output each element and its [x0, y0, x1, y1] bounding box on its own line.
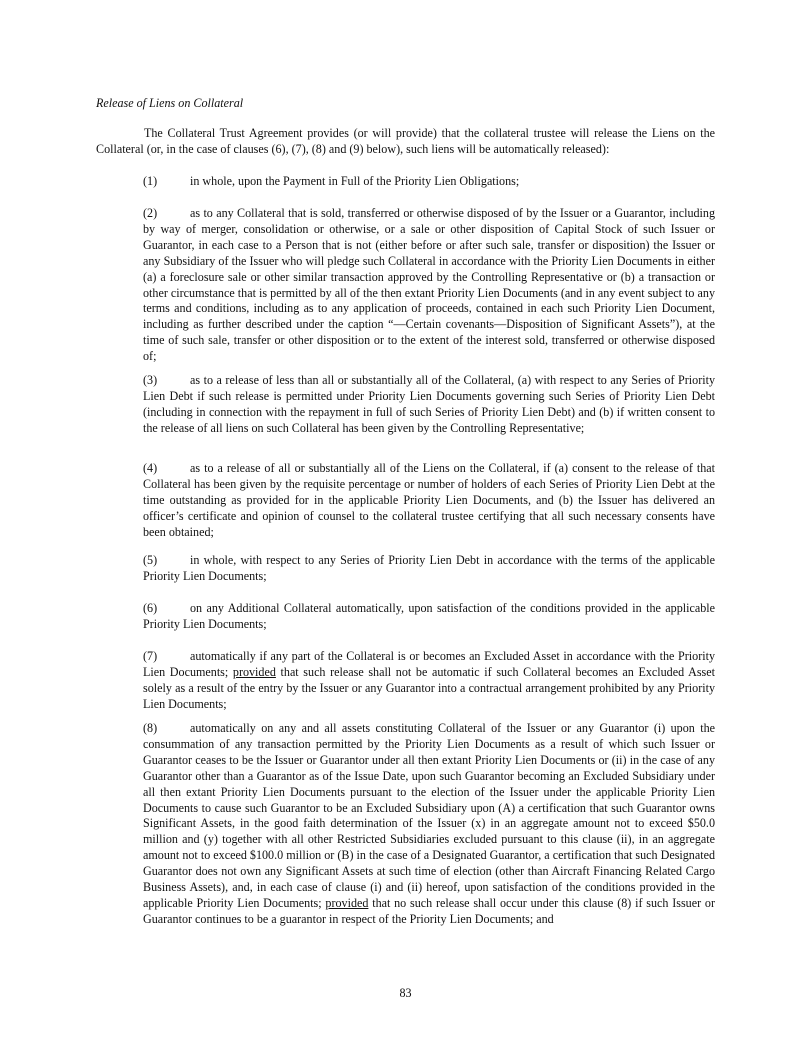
clause-text-b: that such release shall not be automatic if such Collateral becomes an Excluded Asset solely as a result of the entry by the Issuer or any Guarantor into a contractual arrangement prohibited by any Priority Lien Documents; — [143, 664, 715, 711]
clause-text: in whole, with respect to any Series of Priority Lien Debt in accordance with the terms of the applicable Priority Lien Documents; — [143, 553, 715, 583]
page-number: 83 — [399, 986, 412, 1000]
clause-number: (5) — [143, 553, 158, 567]
clause-number: (1) — [143, 174, 158, 188]
clause-number: (8) — [143, 721, 158, 735]
clause-number: (6) — [143, 601, 158, 615]
clause-6 — [143, 601, 715, 633]
clause-4 — [143, 461, 715, 541]
clause-text-a: automatically on any and all assets constituting Collateral of the Issuer or any Guarantor (i) upon the consummation of any transaction permitted by the Priority Lien Documents as a result of which such Issuer or Guarantor ceases to be the Issuer or Guarantor under all then extant Priority Lien Documents or (ii) in the case of any Guarantor other than a Guarantor as of the Issue Date, upon such Guarantor becoming an Excluded Subsidiary under all then extant Priority Lien Documents pursuant to the election of the Issuer under the applicable Priority Lien Documents to cause such Guarantor to be an Excluded Subsidiary upon (A) a certification that such Guarantor owns Significant Assets, in the good faith determination of the Issuer (x) in an aggregate amount not to exceed $50.0 million and (y) together with all other Restricted Subsidiaries excluded pursuant to this clause (ii), in an aggregate amount not to exceed $100.0 million or (B) in the case of a Designated Guarantor, a certification that such Designated Guarantor does not own any Significant Assets at such time of election (other than Aircraft Financing Related Cargo Business Assets), and, in each case of clause (i) and (ii) hereof, upon satisfaction of the conditions provided in the applicable Priority Lien Documents; — [143, 721, 715, 910]
clause-number: (2) — [143, 206, 158, 220]
section-heading: Release of Liens on Collateral — [96, 96, 244, 110]
provided-term: provided — [325, 895, 369, 910]
clause-text-b: that no such release shall occur under this clause (8) if such Issuer or Guarantor continues to be a guarantor in respect of the Priority Lien Documents; and — [143, 895, 715, 926]
clause-text: as to any Collateral that is sold, transferred or otherwise disposed of by the Issuer or a Guarantor, including by way of merger, consolidation or otherwise, or a sale or other disposition of Capital Stock of such Issuer or Guarantor, in each case to a Person that is not (either before or after such sale, transfer or disposition) the Issuer or any Subsidiary of the Issuer who will pledge such Collateral in accordance with the Priority Lien Documents in either (a) a foreclosure sale or other similar transaction approved by the Controlling Representative or (b) a transaction or other circumstance that is permitted by all of the then extant Priority Lien Documents (and in any event subject to any terms and conditions, including as to any application of proceeds, contained in each such Priority Lien Document, including as further described under the caption “—Certain covenants—Disposition of Significant Assets”), at the time of such sale, transfer or other disposition or to the extent of the interest sold, transferred or otherwise disposed of; — [143, 206, 715, 364]
clause-text: as to a release of all or substantially all of the Liens on the Collateral, if (a) consent to the release of that Collateral has been given by the requisite percentage or number of holders of each Series of Priority Lien Debt at the time outstanding as provided for in the applicable Priority Lien Documents, and (b) the Issuer has delivered an officer’s certificate and opinion of counsel to the collateral trustee certifying that all such necessary consents have been obtained; — [143, 461, 715, 539]
clause-2 — [143, 206, 715, 365]
clause-number: (4) — [143, 461, 158, 475]
clause-3 — [143, 373, 715, 437]
clause-number: (7) — [143, 649, 158, 663]
clause-number: (3) — [143, 373, 158, 387]
clause-text-a: automatically if any part of the Collateral is or becomes an Excluded Asset in accordance with the Priority Lien Documents; — [143, 649, 715, 679]
clause-text: in whole, upon the Payment in Full of the Priority Lien Obligations; — [190, 174, 520, 188]
clause-1 — [143, 174, 715, 190]
clause-8 — [143, 721, 715, 928]
clause-7 — [143, 649, 715, 713]
clause-5 — [143, 553, 715, 585]
provided-term: provided — [232, 664, 276, 679]
clause-text: on any Additional Collateral automatically, upon satisfaction of the conditions provided in the applicable Priority Lien Documents; — [143, 601, 715, 631]
clause-text: as to a release of less than all or substantially all of the Collateral, (a) with respect to any Series of Priority Lien Debt if such release is permitted under Priority Lien Documents governing such Series of Priority Lien Debt (including in connection with the repayment in full of such Series of Priority Lien Debt) and (b) if written consent to the release of all liens on such Collateral has been given by the Controlling Representative; — [143, 373, 715, 435]
intro-paragraph: The Collateral Trust Agreement provides (or will provide) that the collateral trustee will release the Liens on the Collateral (or, in the case of clauses (6), (7), (8) and (9) below), such liens will be automatically released): — [96, 126, 715, 156]
